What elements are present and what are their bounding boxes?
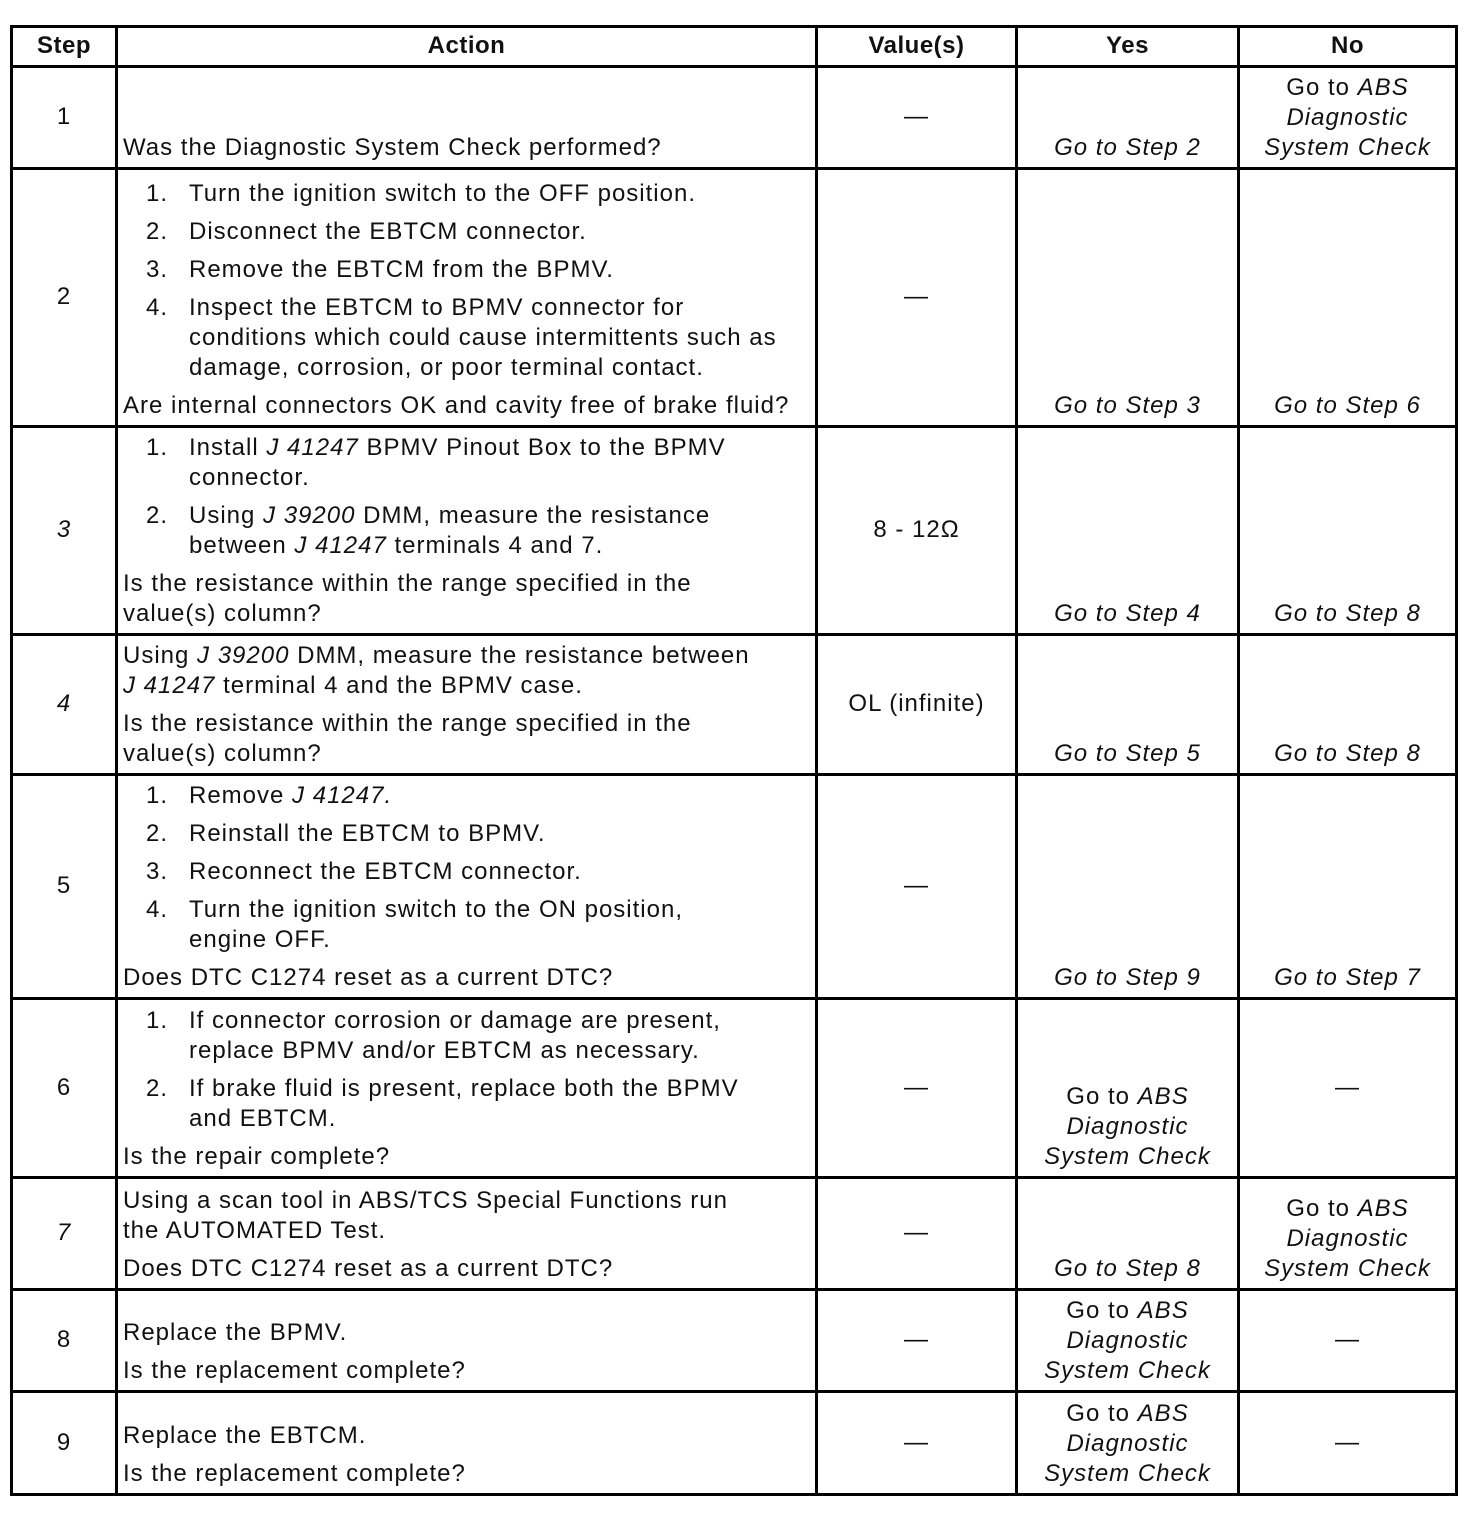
action-list-item [123,819,810,849]
text-segment: Go to Step 8 [1274,600,1421,627]
header-action: Action [117,27,817,67]
value-cell: — [817,169,1017,427]
text-segment: Does DTC C1274 reset as a current DTC? [123,1255,614,1282]
text-segment: Disconnect the EBTCM connector. [189,218,587,245]
text-segment: terminals 4 and 7. [386,532,604,559]
action-list-text [189,857,582,887]
text-segment: ABS Diagnostic System Check [1264,74,1431,161]
action-cell [117,67,817,169]
step-cell: 3 [12,427,117,635]
action-list-text [189,819,546,849]
action-list-item [123,1074,810,1134]
action-list-number: 4. [145,896,168,923]
table-row [12,1392,1457,1495]
text-segment: Using [189,502,264,529]
text-segment: Does DTC C1274 reset as a current DTC? [123,964,614,991]
text-segment: J 41247 [266,434,359,461]
text-segment: Go to [1286,74,1358,101]
action-list-number: 4. [145,294,168,321]
action-list-text [189,1074,739,1134]
action-list-text [189,293,777,383]
no-cell [1239,1290,1457,1392]
value-cell: — [817,999,1017,1178]
text-segment: J 41247 [123,672,216,699]
action-list-item [123,781,810,811]
action-list-number: 1. [145,1007,168,1034]
table-body [12,67,1457,1495]
text-segment: Go to Step 9 [1054,964,1201,991]
text-segment: Go to Step 4 [1054,600,1201,627]
text-segment: Go to [1066,1400,1138,1427]
action-paragraph [123,1421,810,1451]
text-segment: Go to Step 7 [1274,964,1421,991]
table-row [12,635,1457,775]
header-values: Value(s) [817,27,1017,67]
yes-cell [1017,169,1239,427]
text-segment: Reinstall the EBTCM to BPMV. [189,820,546,847]
action-cell [117,427,817,635]
action-list-item [123,433,810,493]
action-list-text [189,433,726,493]
action-list-item [123,255,810,285]
text-segment: Go to Step 8 [1274,740,1421,767]
text-segment: DMM, measure the resistance between [189,502,711,559]
action-list-item [123,1006,810,1066]
action-list-number: 2. [145,820,168,847]
text-segment: Are internal connectors OK and cavity free of brake fluid? [123,392,790,419]
no-cell [1239,1178,1457,1290]
action-paragraph [123,391,810,421]
text-segment: J 41247. [292,782,393,809]
text-segment: Is the repair complete? [123,1143,391,1170]
text-segment: If connector corrosion or damage are present, replace BPMV and/or EBTCM as necessary. [189,1007,721,1064]
action-paragraph [123,709,810,769]
value-cell: — [817,67,1017,169]
table-header [12,27,1457,67]
text-segment: Is the replacement complete? [123,1460,466,1487]
text-segment: ABS Diagnostic System Check [1044,1400,1211,1487]
text-segment: Inspect the EBTCM to BPMV connector for conditions which could cause intermittents such as damage, corrosion, or poor terminal contact. [189,294,777,381]
action-cell [117,169,817,427]
action-cell [117,999,817,1178]
text-segment: Go to [1066,1297,1138,1324]
action-list-number: 1. [145,434,168,461]
value-cell: — [817,775,1017,999]
step-cell: 9 [12,1392,117,1495]
text-segment: Go to Step 2 [1054,134,1201,161]
no-cell [1239,775,1457,999]
yes-cell [1017,1178,1239,1290]
action-list-text [189,179,696,209]
table-row [12,1290,1457,1392]
step-cell: 8 [12,1290,117,1392]
no-cell [1239,169,1457,427]
step-cell: 4 [12,635,117,775]
text-segment: If brake fluid is present, replace both the BPMV and EBTCM. [189,1075,739,1132]
text-segment: Go to [1286,1195,1358,1222]
action-paragraph [123,133,810,163]
text-segment: Turn the ignition switch to the ON position, engine OFF. [189,896,683,953]
text-segment: terminal 4 and the BPMV case. [215,672,583,699]
action-list-number: 3. [145,256,168,283]
text-segment: ABS Diagnostic System Check [1264,1195,1431,1282]
yes-cell [1017,1392,1239,1495]
text-segment: — [1335,1326,1360,1353]
text-segment: ABS Diagnostic System Check [1044,1083,1211,1170]
text-segment: BPMV Pinout Box to the BPMV connector. [189,434,726,491]
table-row [12,169,1457,427]
action-list-text [189,255,614,285]
action-list-text [189,781,392,811]
header-yes: Yes [1017,27,1239,67]
step-cell: 1 [12,67,117,169]
action-list-text [189,501,710,561]
text-segment: — [1335,1073,1360,1101]
no-cell [1239,635,1457,775]
action-cell [117,1178,817,1290]
text-segment: ABS Diagnostic System Check [1044,1297,1211,1384]
text-segment: Go to Step 8 [1054,1255,1201,1282]
value-cell: 8 - 12Ω [817,427,1017,635]
action-list-item [123,179,810,209]
yes-cell [1017,1290,1239,1392]
text-segment: Replace the EBTCM. [123,1422,367,1449]
text-segment: Go to Step 5 [1054,740,1201,767]
header-row [12,27,1457,67]
text-segment: J 41247 [294,532,387,559]
text-segment: J 39200 [263,502,356,529]
text-segment: Go to Step 6 [1274,392,1421,419]
action-paragraph [123,1142,810,1172]
action-list-item [123,857,810,887]
value-cell: — [817,1392,1017,1495]
diagnostic-table [10,25,1458,1496]
header-step: Step [12,27,117,67]
action-list-text [189,1006,721,1066]
text-segment: DMM, measure the resistance between [297,642,750,669]
action-list-item [123,293,810,383]
action-paragraph [123,963,810,993]
action-paragraph [123,1356,810,1386]
action-list-number: 2. [145,502,168,529]
step-cell: 2 [12,169,117,427]
text-segment: Remove the EBTCM from the BPMV. [189,256,614,283]
action-list-item [123,895,810,955]
no-cell [1239,1392,1457,1495]
yes-cell [1017,427,1239,635]
table-row [12,999,1457,1178]
text-segment: Is the resistance within the range specified in the value(s) column? [123,710,692,767]
value-cell: — [817,1178,1017,1290]
text-segment: Is the resistance within the range specified in the value(s) column? [123,570,692,627]
action-paragraph [123,1254,810,1284]
action-cell [117,1392,817,1495]
text-segment: J 39200 [197,642,290,669]
table-row [12,1178,1457,1290]
text-segment: Replace the BPMV. [123,1319,348,1346]
yes-cell [1017,635,1239,775]
action-paragraph [123,1459,810,1489]
action-cell [117,1290,817,1392]
step-cell: 5 [12,775,117,999]
text-segment: Using [123,642,198,669]
action-cell [117,635,817,775]
action-list-text [189,217,587,247]
table-row [12,427,1457,635]
action-list-item [123,217,810,247]
text-segment: Go to [1066,1083,1138,1110]
table-row [12,67,1457,169]
action-paragraph [123,1318,810,1348]
header-no: No [1239,27,1457,67]
text-segment: Was the Diagnostic System Check performed? [123,134,662,161]
text-segment: — [1335,1428,1360,1456]
text-segment: Using a scan tool in ABS/TCS Special Functions run the AUTOMATED Test. [123,1187,728,1244]
yes-cell [1017,999,1239,1178]
text-segment: Turn the ignition switch to the OFF position. [189,180,696,207]
action-paragraph [123,569,810,629]
action-paragraph [123,1186,810,1246]
text-segment: Remove [189,782,293,809]
no-cell [1239,67,1457,169]
action-list-number: 1. [145,782,168,809]
text-segment: Go to Step 3 [1054,392,1201,419]
text-segment: Install [189,434,267,461]
value-cell: OL (infinite) [817,635,1017,775]
step-cell: 7 [12,1178,117,1290]
action-list-item [123,501,810,561]
no-cell [1239,427,1457,635]
step-cell: 6 [12,999,117,1178]
value-cell: — [817,1290,1017,1392]
action-list-text [189,895,683,955]
action-list-number: 2. [145,1075,168,1102]
action-list-number: 2. [145,218,168,245]
yes-cell [1017,67,1239,169]
text-segment: Reconnect the EBTCM connector. [189,858,582,885]
table-row [12,775,1457,999]
action-paragraph [123,641,810,701]
yes-cell [1017,775,1239,999]
action-list-number: 1. [145,180,168,207]
action-list-number: 3. [145,858,168,885]
text-segment: Is the replacement complete? [123,1357,466,1384]
action-cell [117,775,817,999]
no-cell [1239,999,1457,1178]
